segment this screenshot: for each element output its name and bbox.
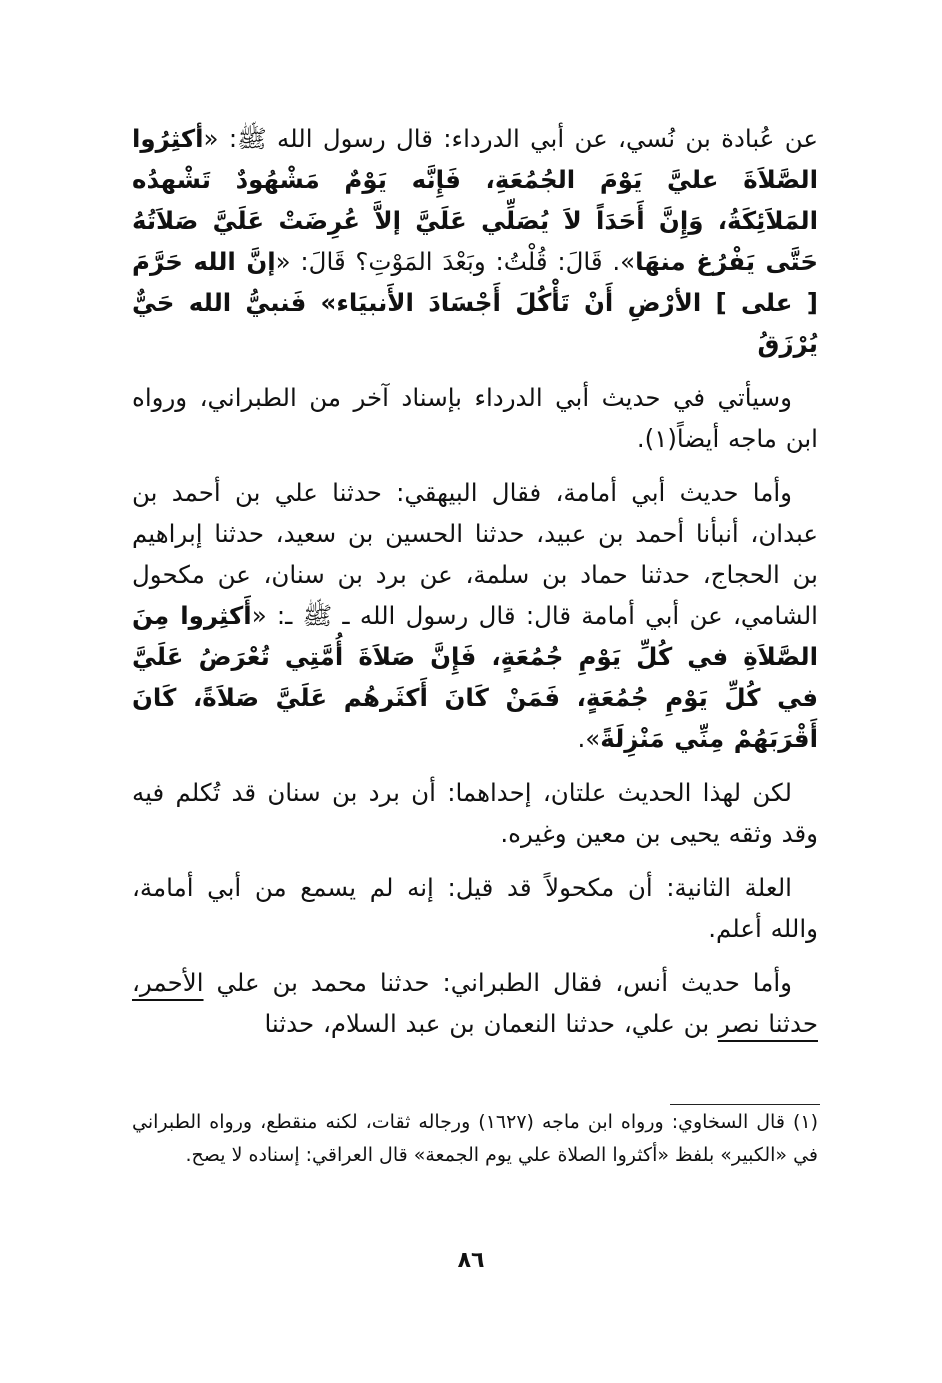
footnote-text: (١) قال السخاوي: ورواه ابن ماجه (١٦٢٧) ورجاله ثقات، لكنه منقطع، ورواه الطبراني في «الكبير» بلفظ «أكثروا الصلاة علي يوم الجمعة» قال العراقي: إسناده لا يصح. bbox=[132, 1111, 819, 1166]
text-segment-bold: » فَنبيُّ الله حَيٌّ يُرْزَقُ bbox=[132, 288, 818, 358]
paragraph-first-defect bbox=[132, 772, 818, 854]
hadith-quote-bold: أَكثِروا مِنَ الصَّلاَةِ في كُلِّ يَوْمِ جُمُعَةٍ، فَإِنَّ صَلاَةَ أُمَّتِي تُعْرَضُ عَلَيَّ في كُلِّ يَوْمِ جُمُعَةٍ، فَمَنْ كَانَ أَكثَرهُم عَلَيَّ صَلاَةً، كَانَ أَقْرَبَهُمْ مِنِّي مَنْزِلَةً bbox=[132, 601, 818, 753]
text-segment: عن عُبادة بن نُسي، عن أبي الدرداء: قال رسول الله ﷺ: « bbox=[203, 124, 818, 153]
text-segment: بن علي، حدثنا النعمان بن عبد السلام، حدثنا bbox=[264, 1009, 718, 1038]
hadith-quote-bold: إنَّ الله حَرَّمَ [ على ] الأرْضِ أَنْ تَأْكُلَ أَجْسَادَ الأَنبيَاء bbox=[132, 247, 818, 317]
text-segment: وأما حديث أبي أمامة، فقال البيهقي: حدثنا علي بن أحمد بن عبدان، أنبأنا أحمد بن عبيد، حدثنا الحسين بن سعيد، حدثنا إبراهيم بن الحجاج، حدثنا حماد بن سلمة، عن برد بن سنان، عن مكحول الشامي، عن أبي أمامة قال: قال رسول الله ـ ﷺ ـ: « bbox=[132, 478, 818, 630]
footnote-divider bbox=[670, 1104, 820, 1105]
paragraph-second-defect bbox=[132, 867, 818, 949]
page-number: ٨٦ bbox=[457, 1248, 485, 1273]
text-segment: العلة الثانية: أن مكحولاً قد قيل: إنه لم يسمع من أبي أمامة، والله أعلم. bbox=[132, 873, 818, 943]
footnote bbox=[132, 1106, 818, 1172]
paragraph-hadith-abu-umama bbox=[132, 472, 818, 759]
text-segment: وسيأتي في حديث أبي الدرداء بإسناد آخر من الطبراني، ورواه ابن ماجه أيضاً(١). bbox=[132, 383, 818, 453]
hadith-quote-bold: أكثِرُوا الصَّلاَةَ عليَّ يَوْمَ الجُمُعَةِ، فَإِنَّه يَوْمٌ مَشْهُودٌ تَشْهدُه المَلاَئِكَةُ، وَإِنَّ أَحَدَاً لاَ يُصَلِّي عَلَيَّ إلاَّ عُرِضَتْ عَلَيَّ صَلاَتُهُ حَتَّى يَفْرُغ منهَا bbox=[132, 124, 818, 276]
text-segment: ». قَالَ: قُلْتُ: وبَعْدَ المَوْتِ؟ قَالَ: « bbox=[275, 247, 636, 276]
paragraph-tabarani-note bbox=[132, 377, 818, 459]
page-body bbox=[132, 118, 818, 1057]
text-segment: وأما حديث أنس، فقال الطبراني: حدثنا محمد بن علي bbox=[203, 968, 792, 997]
text-segment: ». bbox=[577, 724, 601, 753]
paragraph-hadith-abu-darda bbox=[132, 118, 818, 364]
text-segment: لكن لهذا الحديث علتان، إحداهما: أن برد بن سنان قد تُكلم فيه وقد وثقه يحيى بن معين وغيره. bbox=[132, 778, 818, 848]
paragraph-hadith-anas bbox=[132, 962, 818, 1044]
underlined-text: الأحمر، حدثنا نصر bbox=[132, 968, 818, 1038]
